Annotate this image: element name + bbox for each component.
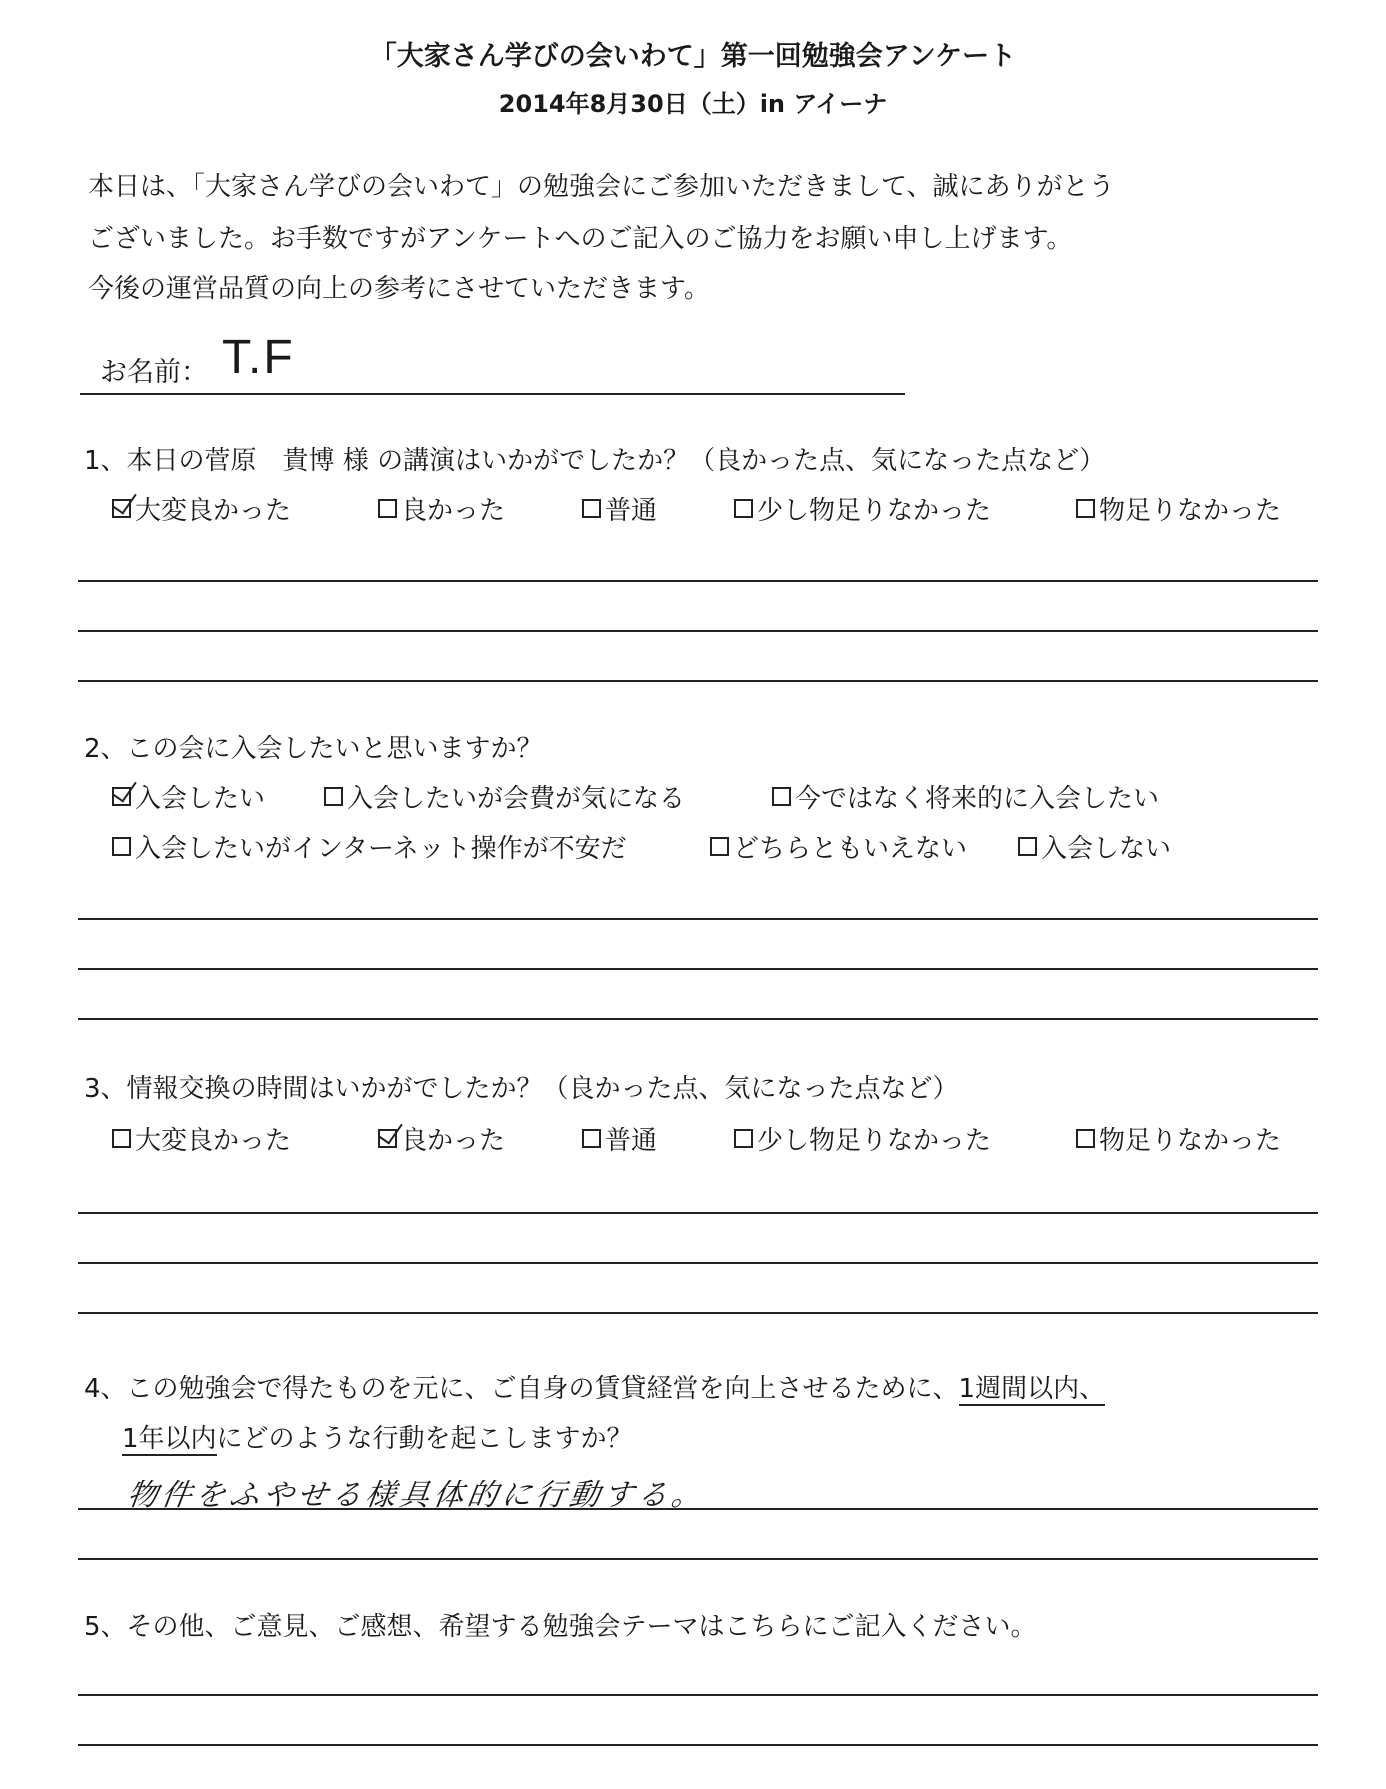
q3-option-label: 大変良かった <box>135 1126 292 1156</box>
q2-option-join-fee-concern[interactable] <box>324 778 685 815</box>
q2-option-undecided[interactable] <box>710 828 967 865</box>
question-4-line-2 <box>122 1418 633 1455</box>
question-5: 5、その他、ご意見、ご感想、希望する勉強会テーマはこちらにご記入ください。 <box>84 1612 1037 1642</box>
q2-answer-line-1[interactable] <box>78 918 1318 920</box>
q2-answer-line-2[interactable] <box>78 968 1318 970</box>
q4-text: 4、この勉強会で得たものを元に、ご自身の賃貸経営を向上させるために、 <box>84 1374 959 1404</box>
checkbox-icon[interactable] <box>734 499 753 518</box>
q2-option-label: 入会したいがインターネット操作が不安だ <box>135 834 627 864</box>
checkbox-icon[interactable] <box>112 1129 131 1148</box>
page-title: 「大家さん学びの会いわて」第一回勉強会アンケート <box>369 41 1017 72</box>
q5-answer-line-1[interactable] <box>78 1694 1318 1696</box>
name-underline <box>80 393 905 395</box>
q3-answer-line-1[interactable] <box>78 1212 1318 1214</box>
q1-option-label: 普通 <box>605 496 658 526</box>
question-4-line-1 <box>84 1368 1105 1405</box>
q2-option-label: 今ではなく将来的に入会したい <box>795 784 1160 814</box>
checkmark-icon <box>112 775 136 802</box>
event-date-location: 2014年8月30日（土）in アイーナ <box>498 90 888 118</box>
checkmark-icon <box>112 487 136 514</box>
checkbox-icon[interactable] <box>112 787 131 806</box>
checkbox-icon[interactable] <box>112 499 131 518</box>
q2-answer-line-3[interactable] <box>78 1018 1318 1020</box>
q2-option-label: どちらともいえない <box>733 834 968 864</box>
q2-option-label: 入会したい <box>135 784 266 814</box>
q1-option-lacking[interactable] <box>1076 490 1281 527</box>
name-label: お名前： <box>100 357 208 388</box>
checkbox-icon[interactable] <box>378 1129 397 1148</box>
q3-option-somewhat-lacking[interactable] <box>734 1120 991 1157</box>
q2-option-label: 入会しない <box>1041 834 1172 864</box>
q1-answer-line-1[interactable] <box>78 580 1318 582</box>
q1-option-very-good[interactable] <box>112 490 291 527</box>
q2-option-join[interactable] <box>112 778 265 815</box>
q1-answer-line-2[interactable] <box>78 630 1318 632</box>
question-1: 1、本日の菅原 貴博 様 の講演はいかがでしたか？（良かった点、気になった点など） <box>84 446 1106 476</box>
q3-option-average[interactable] <box>582 1120 657 1157</box>
q1-option-somewhat-lacking[interactable] <box>734 490 991 527</box>
intro-line-1: 本日は、「大家さん学びの会いわて」の勉強会にご参加いただきまして、誠にありがとう <box>88 172 1115 202</box>
q4-underlined-period-year: 1年以内 <box>122 1424 217 1454</box>
q1-option-label: 大変良かった <box>135 496 292 526</box>
checkbox-icon[interactable] <box>1076 499 1095 518</box>
q3-option-lacking[interactable] <box>1076 1120 1281 1157</box>
q3-option-very-good[interactable] <box>112 1120 291 1157</box>
checkbox-icon[interactable] <box>324 787 343 806</box>
checkbox-icon[interactable] <box>582 499 601 518</box>
checkbox-icon[interactable] <box>772 787 791 806</box>
q1-answer-line-3[interactable] <box>78 680 1318 682</box>
question-2: 2、この会に入会したいと思いますか？ <box>84 734 543 764</box>
intro-line-2: ございました。お手数ですがアンケートへのご記入のご協力をお願い申し上げます。 <box>88 224 1073 254</box>
q5-answer-line-2[interactable] <box>78 1744 1318 1746</box>
q4-text: にどのような行動を起こしますか？ <box>216 1424 633 1454</box>
q3-answer-line-3[interactable] <box>78 1312 1318 1314</box>
q3-answer-line-2[interactable] <box>78 1262 1318 1264</box>
intro-line-3: 今後の運営品質の向上の参考にさせていただきます。 <box>88 274 710 304</box>
q2-option-not-join[interactable] <box>1018 828 1171 865</box>
q2-option-join-later[interactable] <box>772 778 1159 815</box>
q2-option-label: 入会したいが会費が気になる <box>347 784 686 814</box>
checkbox-icon[interactable] <box>734 1129 753 1148</box>
q3-option-label: 少し物足りなかった <box>757 1126 992 1156</box>
q4-underlined-period-week: 1週間以内、 <box>958 1374 1106 1404</box>
checkbox-icon[interactable] <box>1076 1129 1095 1148</box>
q1-option-label: 良かった <box>401 496 506 526</box>
q1-option-good[interactable] <box>378 490 505 527</box>
q3-option-label: 普通 <box>605 1126 658 1156</box>
checkbox-icon[interactable] <box>1018 837 1037 856</box>
q3-option-label: 物足りなかった <box>1099 1126 1282 1156</box>
checkbox-icon[interactable] <box>378 499 397 518</box>
checkbox-icon[interactable] <box>112 837 131 856</box>
question-3: 3、情報交換の時間はいかがでしたか？（良かった点、気になった点など） <box>84 1074 959 1104</box>
checkbox-icon[interactable] <box>582 1129 601 1148</box>
q4-answer-line-1[interactable] <box>78 1508 1318 1510</box>
q1-option-label: 物足りなかった <box>1099 496 1282 526</box>
q4-answer-line-2[interactable] <box>78 1558 1318 1560</box>
q1-option-average[interactable] <box>582 490 657 527</box>
checkbox-icon[interactable] <box>710 837 729 856</box>
checkmark-icon <box>378 1117 402 1144</box>
q3-option-good[interactable] <box>378 1120 505 1157</box>
q1-option-label: 少し物足りなかった <box>757 496 992 526</box>
q3-option-label: 良かった <box>401 1126 506 1156</box>
q2-option-join-internet-concern[interactable] <box>112 828 627 865</box>
q4-handwritten-answer[interactable]: 物件をふやせる様具体的に行動する。 <box>125 1478 708 1513</box>
name-value[interactable]: T.F <box>222 331 295 384</box>
